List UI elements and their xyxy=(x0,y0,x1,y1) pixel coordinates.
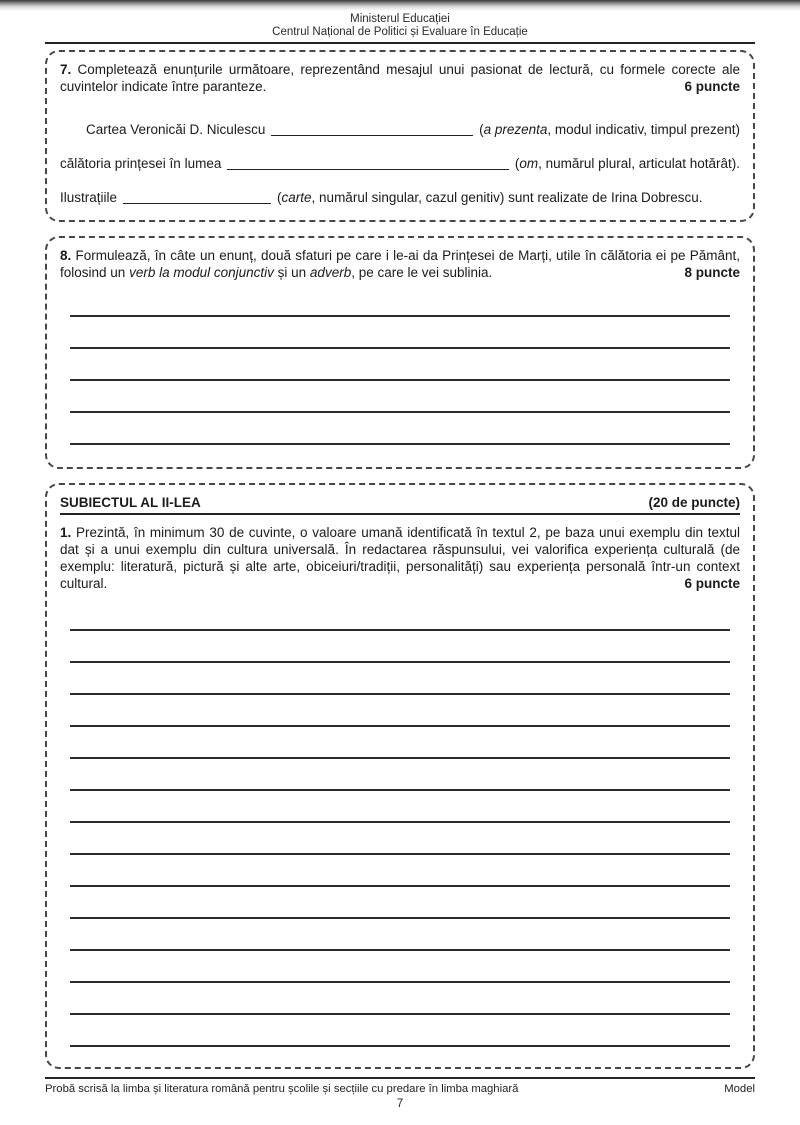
text-segment: 8. xyxy=(60,248,76,263)
answer-line xyxy=(70,791,730,823)
question-7-points: 6 puncte xyxy=(678,78,740,95)
text-segment: 7. xyxy=(60,62,78,77)
document-footer xyxy=(45,1077,755,1111)
section-2-question-1-text xyxy=(60,525,740,591)
footer-page-number: 7 xyxy=(396,1098,404,1110)
fill-item-2 xyxy=(60,155,740,172)
footer-model-label: Model xyxy=(724,1083,755,1095)
header-rule xyxy=(45,42,755,44)
text-segment: , pe care le vei sublinia. xyxy=(351,265,493,280)
answer-line xyxy=(70,381,730,413)
fill-item-2-hint xyxy=(515,155,740,172)
page-top-shadow xyxy=(0,0,800,11)
text-segment: a prezenta xyxy=(483,122,548,137)
fill-item-3-hint xyxy=(277,189,702,206)
section-2-question-1-points: 6 puncte xyxy=(678,575,740,592)
text-segment: , modul indicativ, timpul prezent) xyxy=(547,122,740,137)
text-segment: Formulează, în câte un enunț, două sfaturi pe care i le-ai da Prințesei de Marți, utile în călătoria ei pe Pământ, folosind un xyxy=(60,248,740,280)
answer-line xyxy=(70,349,730,381)
text-segment: carte xyxy=(281,190,312,205)
answer-line xyxy=(70,727,730,759)
answer-line xyxy=(70,919,730,951)
answer-line xyxy=(70,413,730,445)
section-2-question-1-prompt xyxy=(60,524,740,592)
answer-line xyxy=(70,951,730,983)
fill-item-1-blank xyxy=(271,122,473,136)
fill-item-1-hint xyxy=(479,121,740,138)
question-7-prompt xyxy=(60,61,740,95)
text-segment: om xyxy=(519,156,539,171)
answer-line xyxy=(70,695,730,727)
fill-item-3-blank xyxy=(123,190,271,204)
answer-line xyxy=(70,317,730,349)
section-2-box xyxy=(45,483,755,1069)
answer-line xyxy=(70,599,730,631)
fill-item-2-lead xyxy=(60,155,221,172)
text-segment: călătoria prințesei în lumea xyxy=(60,156,222,171)
answer-line xyxy=(70,887,730,919)
text-segment: , numărul singular, cazul genitiv) sunt realizate de Irina Dobrescu. xyxy=(311,190,703,205)
question-8-box xyxy=(45,236,755,469)
answer-line xyxy=(70,631,730,663)
footer-exam-description: Probă scrisă la limba și literatura română pentru școlile și secțiile cu predare în limba maghiară xyxy=(45,1083,519,1095)
question-8-points: 8 puncte xyxy=(678,264,740,281)
answer-line xyxy=(70,1015,730,1047)
fill-item-2-blank xyxy=(227,156,509,170)
text-segment: ( xyxy=(277,190,282,205)
fill-item-3 xyxy=(60,189,740,206)
text-segment: și un xyxy=(273,265,310,280)
text-segment: ( xyxy=(514,156,520,171)
text-segment: verb la modul conjunctiv xyxy=(129,265,274,280)
answer-line xyxy=(70,823,730,855)
fill-item-1-lead xyxy=(86,121,265,138)
question-7-text xyxy=(60,62,740,94)
answer-line xyxy=(70,663,730,695)
fill-item-1 xyxy=(60,121,740,138)
text-segment: ( xyxy=(479,122,484,137)
footer-row xyxy=(45,1082,755,1096)
text-segment: 1. xyxy=(60,525,76,540)
text-segment: Ilustrațiile xyxy=(60,190,118,205)
section-2-title: SUBIECTUL AL II-LEA xyxy=(60,495,201,510)
document-header xyxy=(0,13,800,39)
header-ministry: Ministerul Educației xyxy=(350,13,450,25)
question-8-text xyxy=(60,248,740,280)
answer-line xyxy=(70,983,730,1015)
text-segment: Completează enunțurile următoare, reprezentând mesajul unui pasionat de lectură, cu formele corecte ale cuvintelor indicate între paranteze. xyxy=(60,62,740,94)
answer-line xyxy=(70,855,730,887)
answer-line xyxy=(70,759,730,791)
section-2-answer-area xyxy=(70,599,730,1047)
header-center-name: Centrul Național de Politici și Evaluare în Educație xyxy=(272,26,528,38)
question-7-box xyxy=(45,50,755,222)
answer-line xyxy=(70,285,730,317)
question-8-answer-area xyxy=(70,285,730,445)
text-segment: adverb xyxy=(309,265,352,280)
text-segment: Prezintă, în minimum 30 de cuvinte, o valoare umană identificată în textul 2, pe baza unui exemplu din textul dat și a unui exemplu din cultura universală. În redactarea răspunsului, vei valorifica experiența culturală (de exemplu: literatură, pictură și alte arte, obiceiuri/tradiții, personalități) sau experiența personală într-un context cultural. xyxy=(60,525,740,591)
question-8-prompt xyxy=(60,247,740,281)
section-2-title-row xyxy=(60,494,740,515)
text-segment: Cartea Veronicăi D. Niculescu xyxy=(86,122,266,137)
text-segment: , numărul plural, articulat hotărât). xyxy=(538,156,740,171)
section-2-points: (20 de puncte) xyxy=(648,495,740,510)
fill-item-3-lead xyxy=(60,189,117,206)
